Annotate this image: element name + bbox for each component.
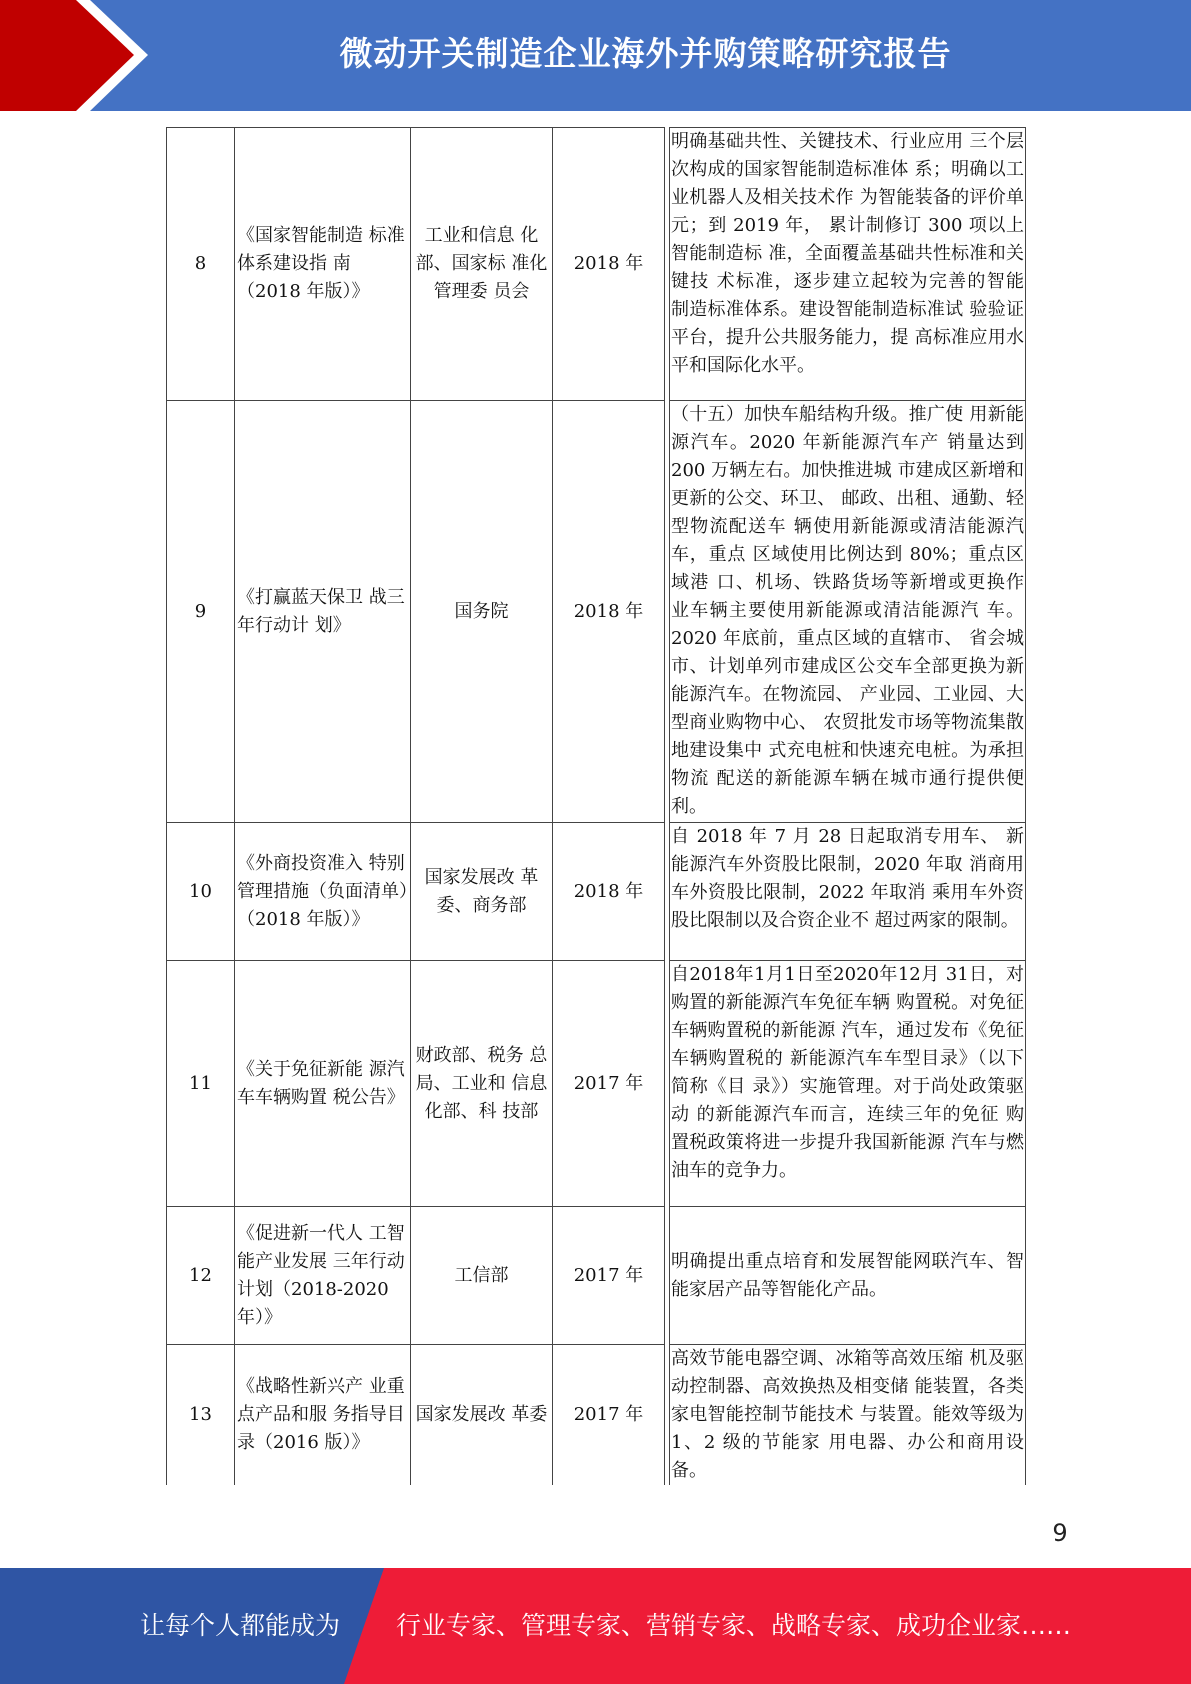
issuing-department: 工业和信息 化部、国家标 准化管理委 员会	[411, 128, 553, 401]
issuing-department: 国家发展改 革委、商务部	[411, 823, 553, 961]
policy-content-cell	[670, 401, 1026, 823]
policy-content: 自2018年1月1日至2020年12月 31日，对购置的新能源汽车免征车辆 购置税。对免征车辆购置税的新能源 汽车，通过发布《免征车辆购置税的 新能源汽车车型目录》（以下简称《目 录》）实施管理。对于尚处政策驱动 的新能源汽车而言，连续三年的免征 购置税政策将进一步提升我国新能源 汽车与燃油车的竞争力。	[670, 961, 1026, 1207]
row-number: 13	[167, 1345, 235, 1486]
table-row	[167, 128, 1026, 401]
issuing-department: 国家发展改 革委	[411, 1345, 553, 1486]
issue-year: 2018 年	[553, 401, 665, 823]
policy-name: 《外商投资准入 特别管理措施（负面清单）（2018 年版）》	[235, 823, 411, 961]
policy-content: （十五）加快车船结构升级。推广使 用新能源汽车。2020 年新能源汽车产 销量达到 200 万辆左右。加快推进城 市建成区新增和更新的公交、环卫、 邮政、出租、通勤、轻型物流配送车 辆使用新能源或清洁能源汽车，重点 区域使用比例达到 80%；重点区域港 口、机场、铁路货场等新增或更换作 业车辆主要使用新能源或清洁能源汽 车。2020 年底前，重点区域的直辖市、 省会城市、计划单列市建成区公交车全部更换为新能源汽车。在物流园、 产业园、工业园、大型商业购物中心、 农贸批发市场等物流集散地建设集中 式充电桩和快速充电桩。为承担物流 配送的新能源车辆在城市通行提供便 利。	[671, 404, 1024, 817]
policy-content: 高效节能电器空调、冰箱等高效压缩 机及驱动控制器、高效换热及相变储 能装置，各类家电智能控制节能技术 与装置。能效等级为 1、2 级的节能家 用电器、办公和商用设备。	[670, 1345, 1026, 1486]
policy-name: 《国家智能制造 标准体系建设指 南（2018 年版）》	[235, 128, 411, 401]
issue-year: 2018 年	[553, 128, 665, 401]
page-number: 9	[1052, 1519, 1068, 1547]
issuing-department: 国务院	[411, 401, 553, 823]
footer-slogan-right: 行业专家、管理专家、营销专家、战略专家、成功企业家……	[396, 1611, 1072, 1640]
row-number: 8	[167, 128, 235, 401]
policy-name: 《关于免征新能 源汽车车辆购置 税公告》	[235, 961, 411, 1207]
table-row	[167, 823, 1026, 961]
report-title: 微动开关制造企业海外并购策略研究报告	[339, 34, 952, 73]
issue-year: 2017 年	[553, 961, 665, 1207]
issue-year: 2018 年	[553, 823, 665, 961]
table-row	[167, 1345, 1026, 1486]
table-row	[167, 961, 1026, 1207]
footer-slogan-left: 让每个人都能成为	[140, 1611, 341, 1640]
issue-year: 2017 年	[553, 1207, 665, 1345]
issuing-department: 工信部	[411, 1207, 553, 1345]
table-row	[167, 1207, 1026, 1345]
policy-name: 《打赢蓝天保卫 战三年行动计 划》	[235, 401, 411, 823]
policy-content: 明确基础共性、关键技术、行业应用 三个层次构成的国家智能制造标准体 系；明确以工业机器人及相关技术作 为智能装备的评价单元；到 2019 年， 累计制修订 300 项以上智能制造标 准，全面覆盖基础共性标准和关键技 术标准，逐步建立起较为完善的智能 制造标准体系。建设智能制造标准试 验验证平台，提升公共服务能力，提 高标准应用水平和国际化水平。	[670, 128, 1026, 401]
header-banner	[0, 0, 1191, 111]
policy-name: 《促进新一代人 工智能产业发展 三年行动计划（2018-2020 年）》	[235, 1207, 411, 1345]
policy-name: 《战略性新兴产 业重点产品和服 务指导目录（2016 版）》	[235, 1345, 411, 1486]
policy-content: 明确提出重点培育和发展智能网联汽车、智能家居产品等智能化产品。	[670, 1207, 1026, 1345]
footer-banner	[0, 1568, 1191, 1684]
issue-year: 2017 年	[553, 1345, 665, 1486]
table-row	[167, 401, 1026, 823]
row-number: 10	[167, 823, 235, 961]
row-number: 9	[167, 401, 235, 823]
row-number: 12	[167, 1207, 235, 1345]
policy-table	[166, 127, 1026, 1485]
issuing-department: 财政部、税务 总局、工业和 信息化部、科 技部	[411, 961, 553, 1207]
policy-content: 自 2018 年 7 月 28 日起取消专用车、 新能源汽车外资股比限制，2020 年取 消商用车外资股比限制，2022 年取消 乘用车外资股比限制以及合资企业不 超过两家的限制。	[670, 823, 1026, 961]
row-number: 11	[167, 961, 235, 1207]
